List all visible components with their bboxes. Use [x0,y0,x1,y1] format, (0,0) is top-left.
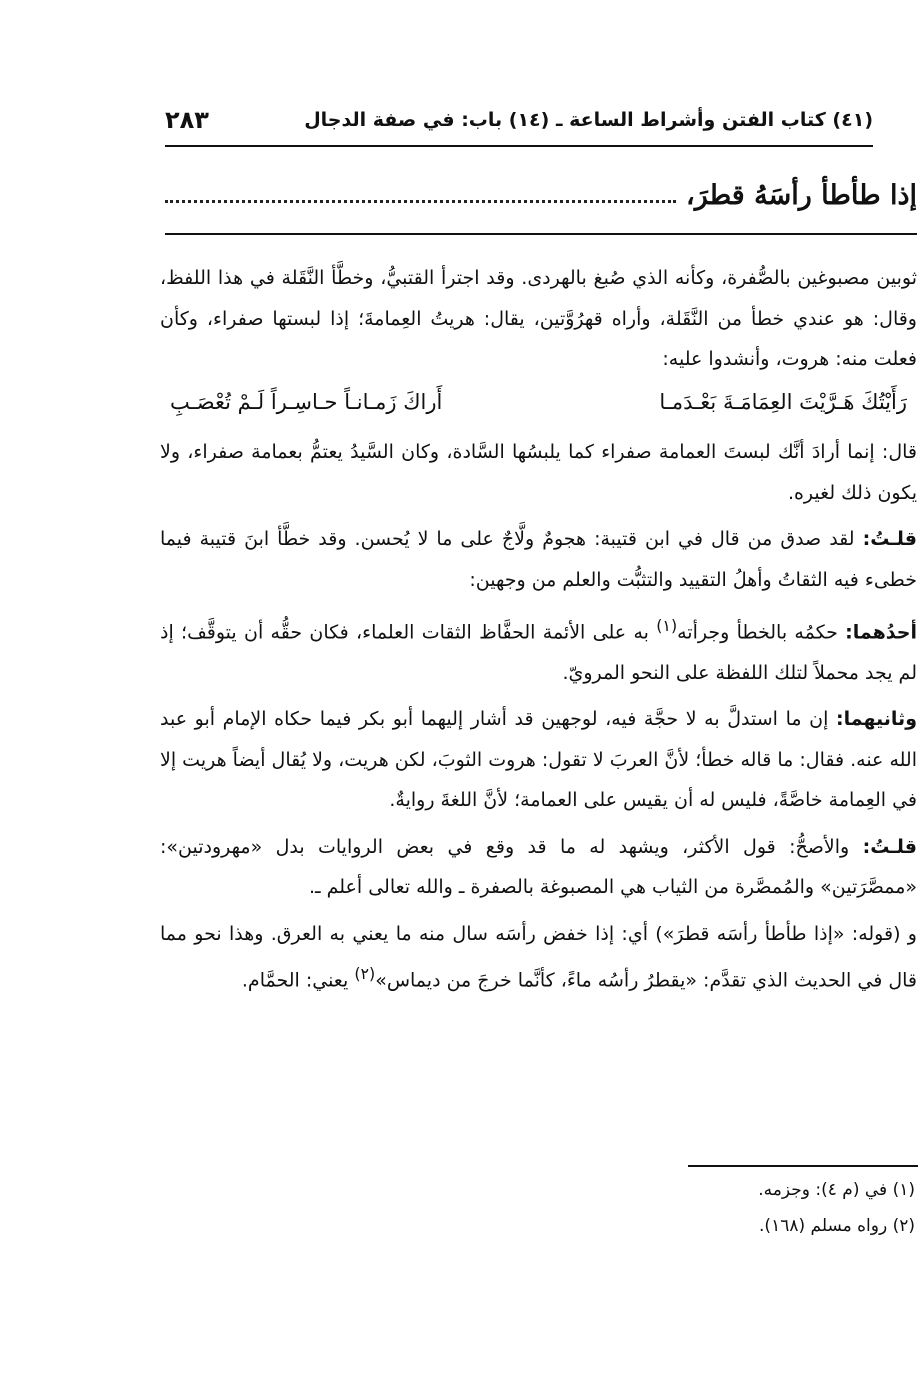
verse-second-hemistich: أَراكَ زَمـانـاً حـاسِـراً لَـمْ تُعْصَـبِ [170,389,443,414]
hadith-heading: إذا طأطأ رأسَهُ قطرَ، [686,179,917,211]
running-header [165,100,873,140]
paragraph-2: قال: إنما أرادَ أنَّك لبستَ العمامة صفراء كما يلبسُها السَّادة، وكان السَّيدُ يعتمُّ بعمامة صفراء، ولا يكون ذلك لغيره. [160,441,917,504]
page-number: ٢٨٣ [165,106,209,134]
paragraph-1: ثوبين مصبوغين بالصُّفرة، وكأنه الذي صُبغ بالهردى. وقد اجترأ القتبيُّ، وخطَّأ النَّقَلة في هذا اللفظ، وقال: هو عندي خطأ من النَّقَلة، وأراه قهرُوَّتين، يقال: هريتُ العِمامةَ؛ إذا لبستها صفراء، وكأن فعلت منه: هروت، وأنشدوا عليه: [160,267,917,370]
paragraph-6 [160,827,917,908]
paragraph-5-lead: وثانيهما: [836,708,917,731]
paragraph-7-text: و (قوله: «إذا طأطأ رأسَه قطرَ») أي: إذا خفض رأسَه سال منه ما يعني به العرق. وهذا نحو مما قال في الحديث الذي تقدَّم: «يقطرُ رأسُه ماءً، كأنَّما خرجَ من ديماس» [160,922,917,992]
footnote-divider [688,1165,918,1167]
paragraph-3-text: لقد صدق من قال في ابن قتيبة: هجومٌ ولَّاجٌ على ما لا يُحسن. وقد خطَّأ ابنَ قتيبة فيما خطىء فيه الثقاتُ وأهلُ التقييد والتثبُّت والعلم من وجهين: [160,528,917,591]
paragraph-7 [160,914,917,1001]
footnote-1: (١) في (م ٤): وجزمه. [758,1180,915,1200]
paragraph-4-text: حكمُه بالخطأ وجرأته [677,621,846,644]
footnotes [315,1172,915,1244]
header-divider [165,145,873,147]
hadith-heading-line [165,170,917,220]
footnote-2: (٢) رواه مسلم (١٦٨). [759,1216,915,1236]
dot-leader [165,200,676,203]
paragraph-6-lead: قلـتُ: [862,835,917,858]
poetry-verse [160,382,917,423]
commentary-body [160,258,917,1001]
footnote-ref-2: (٢) [354,964,376,984]
paragraph-5-text: إن ما استدلَّ به لا حجَّة فيه، لوجهين قد أشار إليهما أبو بكر فيما حكاه الإمام أبو عبد الله عنه. فقال: ما قاله خطأ؛ لأنَّ العربَ لا تقول: هروت الثوبَ، لكن هريت، ولا يُقال أيضاً هريت إلا في العِمامة خاصَّةً، فليس له أن يقيس على العمامة؛ لأنَّ اللغةَ روايةٌ. [160,708,917,812]
chapter-title: (٤١) كتاب الفتن وأشراط الساعة ـ (١٤) باب: في صفة الدجال [304,109,873,131]
paragraph-4 [160,606,917,693]
footnote-ref-1: (١) [656,616,678,635]
paragraph-3 [160,519,917,600]
section-divider [165,233,917,235]
paragraph-7-text-cont: يعني: الحمَّام. [241,969,355,992]
paragraph-4-lead: أحدُهما: [845,621,917,644]
paragraph-4-text-cont: به على الأئمة الحفَّاظ الثقات العلماء، فكان حقُّه أن يتوقَّف؛ إذ لم يجد محملاً لتلك اللفظة على النحو المرويّ. [160,621,917,684]
verse-first-hemistich: رَأَيْتُكَ هَـرَّيْتَ العِمَامَـةَ بَعْـدَمـا [659,389,907,414]
paragraph-6-text: والأصحُّ: قول الأكثر، ويشهد له ما قد وقع في بعض الروايات بدل «مهرودتين»: «ممصَّرَتين» والمُمصَّرة من الثياب هي المصبوغة بالصفرة ـ والله تعالى أعلم ـ. [160,835,917,899]
paragraph-3-lead: قلـتُ: [862,528,917,550]
paragraph-5 [160,699,917,821]
